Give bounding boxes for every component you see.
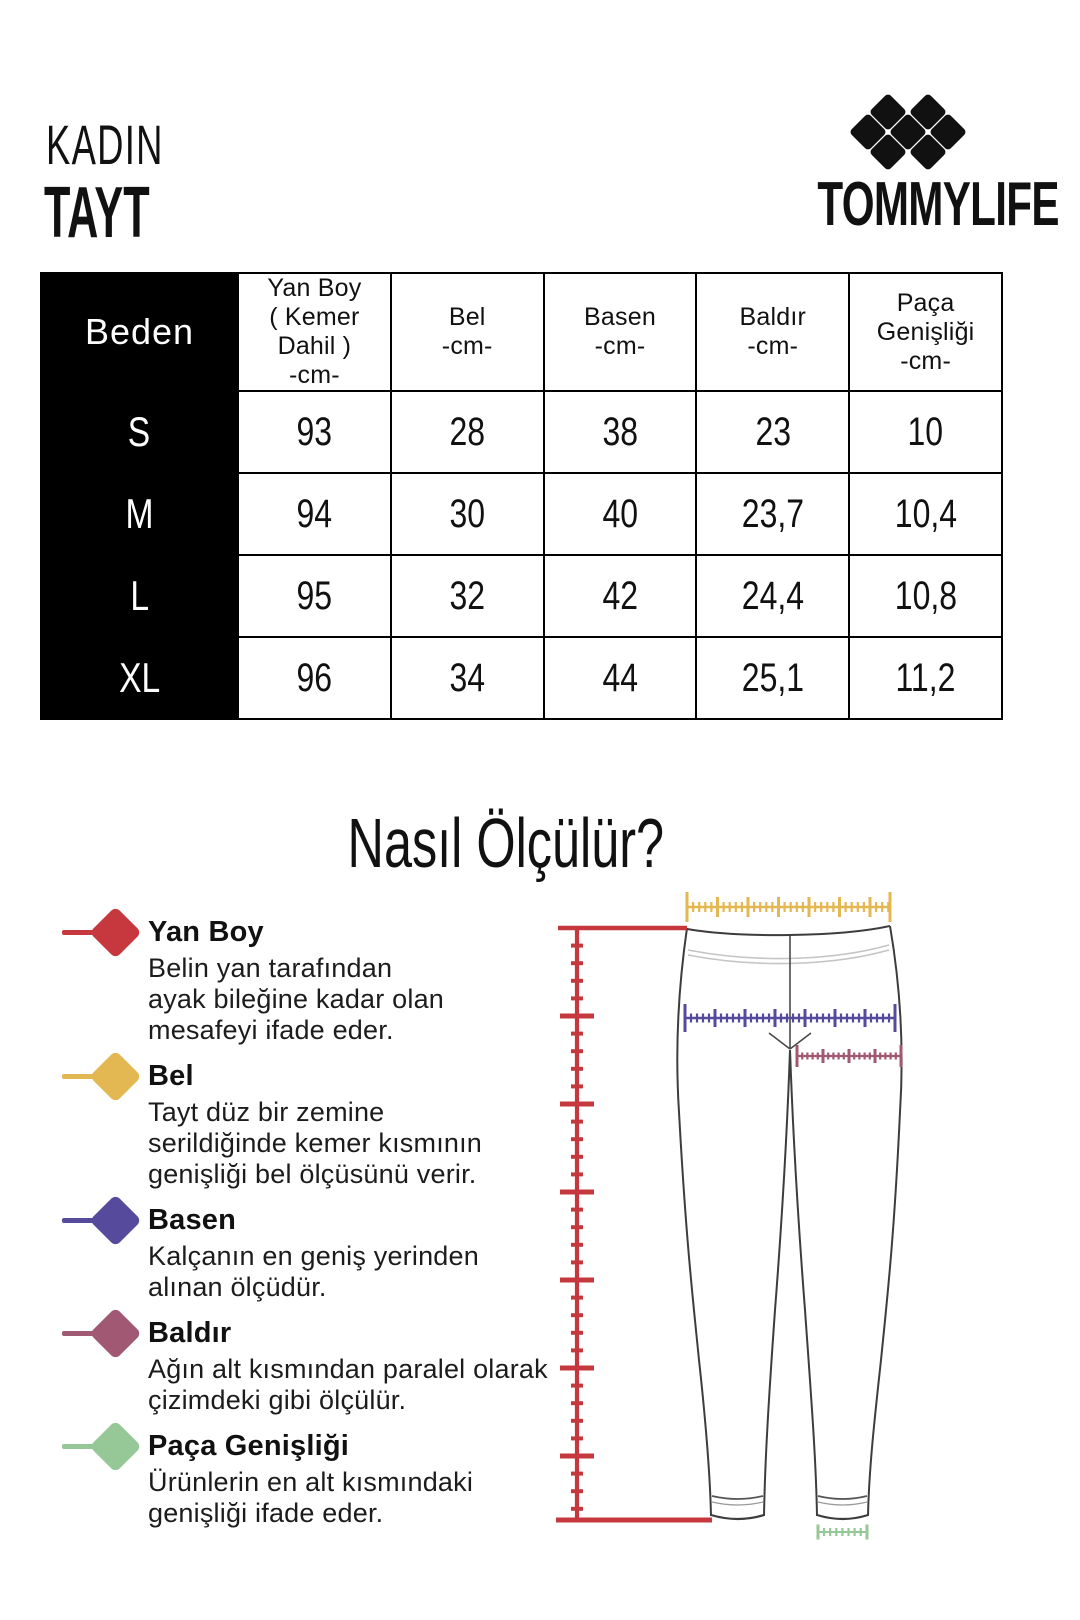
legend-description: Kalçanın en geniş yerinden alınan ölçüdür. [148,1241,479,1302]
table-cell: 95 [238,555,391,637]
column-header-paca-genisligi: Paça Genişliği -cm- [849,273,1002,391]
size-label: L [41,555,238,637]
column-header-baldir: Baldır -cm- [696,273,849,391]
table-cell: 10,8 [849,555,1002,637]
legend-description: Ürünlerin en alt kısmındaki genişliği ifade eder. [148,1467,474,1528]
column-header-bel: Bel -cm- [391,273,544,391]
legend-label: Paça Genişliği [148,1430,350,1462]
yan-boy-ruler [560,928,594,1520]
brand-logo [775,92,1059,239]
table-cell: 34 [391,637,544,719]
table-cell: 10 [849,391,1002,473]
bel-ruler [687,892,890,922]
brand-name: TOMMYLIFE [817,170,1059,239]
bel-diamond-icon [89,1050,141,1102]
table-cell: 23 [696,391,849,473]
column-header-basen: Basen -cm- [544,273,697,391]
legend-description: Tayt düz bir zemine serildiğinde kemer kısmının genişliği bel ölçüsünü verir. [148,1097,483,1189]
column-header-yan-boy: Yan Boy ( Kemer Dahil ) -cm- [238,273,391,391]
how-to-measure-title: Nasıl Ölçülür? [347,804,665,882]
leggings-measurement-diagram [540,850,960,1550]
table-cell: 42 [544,555,697,637]
table-row-l [41,555,1002,637]
legend-label: Bel [148,1060,194,1092]
table-row-m [41,473,1002,555]
size-label: S [41,391,238,473]
paca-genisligi-diamond-icon [89,1420,141,1472]
baldir-ruler [797,1045,901,1067]
legend-item-bel [148,1060,588,1190]
legend-label: Basen [148,1204,237,1236]
table-cell: 25,1 [696,637,849,719]
table-cell: 23,7 [696,473,849,555]
size-table [40,272,1003,720]
legend-item-basen [148,1204,588,1303]
legend-item-baldir [148,1317,588,1416]
yan-boy-diamond-icon [89,906,141,958]
table-cell: 10,4 [849,473,1002,555]
size-table-corner-label: Beden [41,273,238,391]
table-row-s [41,391,1002,473]
size-label: M [41,473,238,555]
legend-label: Baldır [148,1317,232,1349]
waistband-seam [688,945,889,964]
size-label: XL [41,637,238,719]
table-cell: 32 [391,555,544,637]
legend-description: Ağın alt kısmından paralel olarak çizimdeki gibi ölçülür. [148,1354,548,1415]
legend-item-yan-boy [148,916,588,1046]
table-cell: 11,2 [849,637,1002,719]
table-cell: 38 [544,391,697,473]
table-cell: 93 [238,391,391,473]
legend-label: Yan Boy [148,916,264,948]
legend-item-paca-genisligi [148,1430,588,1529]
tommylife-diamond-cluster-icon [848,92,968,172]
size-table-header-row [41,273,1002,391]
table-cell: 30 [391,473,544,555]
center-seam-line [769,936,811,1049]
table-cell: 94 [238,473,391,555]
product-title: TAYT [44,173,150,253]
legend-description: Belin yan tarafından ayak bileğine kadar olan mesafeyi ifade eder. [148,953,444,1045]
cuff-seams [711,1496,868,1519]
measurement-legend [148,916,588,1543]
category-title: KADIN [46,113,164,176]
table-cell: 96 [238,637,391,719]
table-row-xl [41,637,1002,719]
table-cell: 28 [391,391,544,473]
table-cell: 40 [544,473,697,555]
paca-genisligi-ruler [818,1525,867,1540]
baldir-diamond-icon [89,1307,141,1359]
basen-diamond-icon [89,1194,141,1246]
table-cell: 24,4 [696,555,849,637]
table-cell: 44 [544,637,697,719]
